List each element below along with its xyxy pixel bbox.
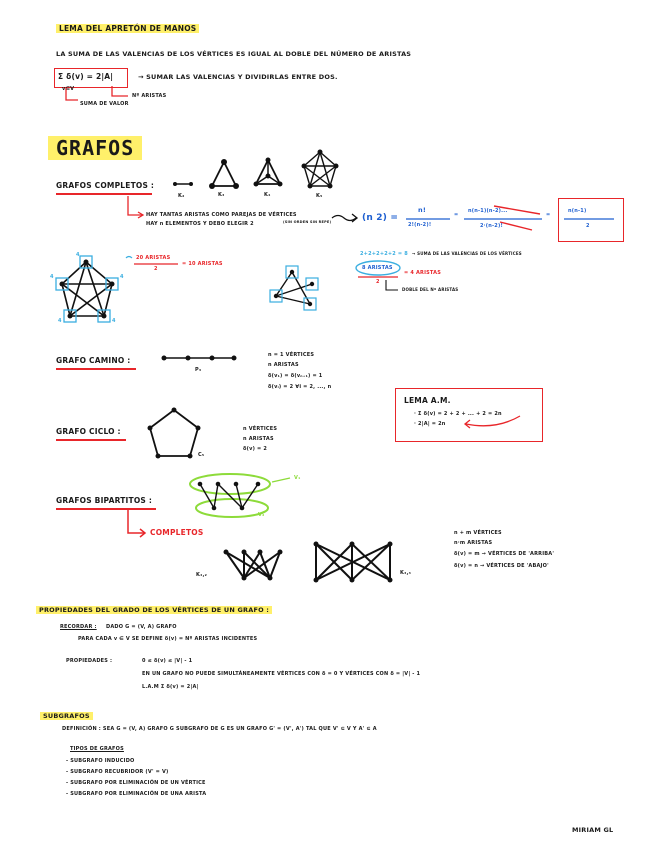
type-3: - SUBGRAFO POR ELIMINACIÓN DE UN VÉRTICE bbox=[66, 780, 206, 786]
complete-label: GRAFOS COMPLETOS : bbox=[56, 181, 155, 190]
eq1: = bbox=[454, 212, 459, 218]
formula-sub: v∈V bbox=[62, 86, 75, 92]
ex2-sum: 2+2+2+2+2 = 8 bbox=[360, 251, 408, 257]
type-1: - SUBGRAFO INDUCIDO bbox=[66, 758, 135, 764]
bip-line1: n + m VÉRTICES bbox=[454, 530, 502, 536]
note-right: Nº ARISTAS bbox=[132, 93, 167, 99]
deg-b: 4 bbox=[120, 274, 124, 280]
type-2: - SUBGRAFO RECUBRIDOR (V' = V) bbox=[66, 769, 169, 775]
k42-label: K₄,₂ bbox=[196, 572, 207, 578]
bip-line3: δ(v) = m → VÉRTICES DE 'ARRIBA' bbox=[454, 551, 555, 557]
ex2-note2: DOBLE DEL Nº ARISTAS bbox=[402, 287, 459, 292]
prop-line2: EN UN GRAFO NO PUEDE SIMULTÁNEAMENTE VÉRTICES CON δ = 0 Y VÉRTICES CON δ = |V| - 1 bbox=[142, 671, 421, 677]
k5-label: K₅ bbox=[316, 193, 323, 199]
eq2: = bbox=[546, 212, 551, 218]
signature: MIRIAM GL bbox=[572, 826, 614, 834]
prop-line3: L.A.M Σ δ(v) = 2|A| bbox=[142, 684, 199, 690]
deg-c: 4 bbox=[112, 318, 116, 324]
k33-label: K₃,₃ bbox=[400, 570, 411, 576]
properties-title: PROPIEDADES DEL GRADO DE LOS VÉRTICES DE UN GRAFO : bbox=[36, 606, 272, 614]
path-line2: n ARISTAS bbox=[268, 362, 299, 368]
handshake-statement: LA SUMA DE LAS VALENCIAS DE LOS VÉRTICES ES IGUAL AL DOBLE DEL NÚMERO DE ARISTAS bbox=[56, 50, 412, 58]
frac2-den: 2·(n-2)! bbox=[480, 223, 503, 229]
complete-text1: HAY TANTAS ARISTAS COMO PAREJAS DE VÉRTICES bbox=[146, 212, 297, 218]
frac2-num: n(n-1)(n-2)... bbox=[468, 208, 508, 214]
type-4: - SUBGRAFO POR ELIMINACIÓN DE UNA ARISTA bbox=[66, 791, 207, 797]
lemma-line1: · Σ δ(v) = 2 + 2 + ... + 2 = 2n bbox=[414, 411, 502, 417]
deg-a: 4 bbox=[76, 252, 80, 258]
path-line3: δ(v₁) = δ(vₙ₊₁) = 1 bbox=[268, 373, 323, 379]
recordar-text2: PARA CADA v ∈ V SE DEFINE δ(v) = Nº ARISTAS INCIDENTES bbox=[78, 636, 258, 642]
handshake-title: LEMA DEL APRETÓN DE MANOS bbox=[56, 24, 199, 33]
v1-label: V₁ bbox=[294, 475, 301, 481]
k3-label: K₃ bbox=[218, 192, 225, 198]
deg-e: 4 bbox=[50, 274, 54, 280]
ex1-num: 20 ARISTAS bbox=[136, 255, 171, 261]
frac1-den: 2!(n-2)! bbox=[408, 222, 432, 228]
c5-label: C₅ bbox=[198, 452, 205, 458]
recordar-label: RECORDAR : bbox=[60, 624, 97, 630]
cycle-line1: n VÉRTICES bbox=[243, 426, 278, 432]
p3-label: P₃ bbox=[195, 367, 202, 373]
path-line4: δ(vᵢ) = 2 ∀i = 2, ..., n bbox=[268, 384, 332, 390]
prop-label: PROPIEDADES : bbox=[66, 658, 113, 664]
cycle-line3: δ(v) = 2 bbox=[243, 446, 268, 452]
frac1-num: n! bbox=[418, 206, 426, 214]
handshake-explain: → SUMAR LAS VALENCIAS Y DIVIDIRLAS ENTRE DOS. bbox=[138, 73, 338, 81]
subgrafos-definition: DEFINICIÓN : SEA G = (V, A) GRAFO G SUBGRAFO DE G ES UN GRAFO G' = (V', A') TAL QUE V' ⊆ V Y A' ⊆ A bbox=[62, 726, 377, 732]
ex2-note1: → SUMA DE LAS VALENCIAS DE LOS VÉRTICES bbox=[412, 251, 522, 256]
bipartite-label: GRAFOS BIPARTITOS : bbox=[56, 496, 153, 505]
types-title: TIPOS DE GRAFOS bbox=[70, 746, 124, 752]
note-left: SUMA DE VALOR bbox=[80, 101, 129, 107]
path-line1: n = 1 VÉRTICES bbox=[268, 352, 315, 358]
bip-line4: δ(v) = n → VÉRTICES DE 'ABAJO' bbox=[454, 563, 549, 569]
deg-d: 4 bbox=[58, 318, 62, 324]
frac3-den: 2 bbox=[586, 223, 590, 229]
ex2-result: = 4 ARISTAS bbox=[404, 270, 442, 276]
frac3-num: n(n-1) bbox=[568, 208, 587, 214]
path-label: GRAFO CAMINO : bbox=[56, 356, 131, 365]
ex1-den: 2 bbox=[154, 266, 158, 272]
binom-lhs: (n 2) = bbox=[362, 213, 399, 223]
completos-label: COMPLETOS bbox=[150, 528, 204, 537]
ex2-den: 2 bbox=[376, 279, 380, 285]
recordar-text: DADO G = (V, A) GRAFO bbox=[106, 624, 177, 630]
grafos-title: GRAFOS bbox=[48, 136, 142, 160]
bip-line2: n·m ARISTAS bbox=[454, 540, 493, 546]
prop-line1: 0 ≤ δ(v) ≤ |V| - 1 bbox=[142, 658, 193, 664]
k4-label: K₄ bbox=[264, 192, 271, 198]
ex1-result: = 10 ARISTAS bbox=[182, 261, 223, 267]
ex2-circled: 8 ARISTAS bbox=[362, 265, 393, 271]
lemma-title: LEMA A.M. bbox=[404, 396, 451, 405]
cycle-line2: n ARISTAS bbox=[243, 436, 274, 442]
subgrafos-title: SUBGRAFOS bbox=[40, 712, 93, 720]
cycle-label: GRAFO CICLO : bbox=[56, 427, 121, 436]
complete-text-paren: (SIN ORDEN SIN REPE) bbox=[283, 220, 332, 224]
k2-label: K₂ bbox=[178, 193, 185, 199]
lemma-line2: · 2|A| = 2n bbox=[414, 421, 446, 427]
v2-label: V₂ bbox=[258, 512, 265, 518]
complete-text2: HAY n ELEMENTOS Y DEBO ELEGIR 2 bbox=[146, 221, 254, 227]
handshake-formula: Σ δ(v) = 2|A| bbox=[58, 72, 114, 81]
